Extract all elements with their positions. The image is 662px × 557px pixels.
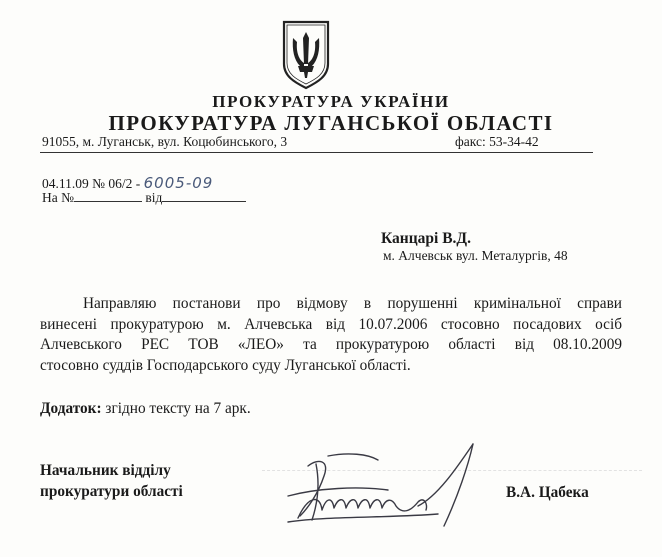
ref-number-blank [74,190,142,202]
ref-date-blank [162,190,246,202]
handwritten-reg-number: 6005-09 [143,174,214,192]
addressee-address: м. Алчевськ вул. Металургів, 48 [383,248,568,263]
letter-body [40,294,622,376]
org-line-2: ПРОКУРАТУРА ЛУГАНСЬКОЇ ОБЛАСТІ [108,111,554,135]
incoming-reference [42,190,246,206]
annex-text: згідно тексту на 7 арк. [101,400,251,417]
annex-label: Додаток: [40,400,102,417]
body-line: винесені прокуратурою м. Алчевська від 10.07.2006 стосовно посадових осіб [40,315,622,333]
body-line: Алчевського РЕС ТОВ «ЛЕО» та прокуратурою області від 08.10.2009 [40,336,622,353]
body-line: Направляю постанови про відмову в порушенні кримінальної справи [83,295,622,312]
outgoing-date-number: 04.11.09 № 06/2 - [42,176,144,191]
org-address: 91055, м. Луганськ, вул. Коцюбинського, 3 [42,134,288,149]
handwritten-signature-icon [268,436,498,536]
ref-prefix: На № [42,190,74,205]
signer-position [40,460,260,502]
signer-position-line-2: прокуратури області [40,483,183,500]
addressee-name: Канцарі В.Д. [381,230,471,247]
annex-line [40,400,251,418]
signer-position-line-1: Начальник відділу [40,462,171,479]
org-fax: факс: 53-34-42 [455,134,539,149]
ref-from: від [145,190,163,205]
trident-emblem-icon [278,20,334,90]
body-line: стосовно суддів Господарського суду Луганської області. [40,356,411,374]
signer-name: В.А. Цабека [506,484,589,501]
header-divider [40,152,593,153]
org-line-1: ПРОКУРАТУРА УКРАЇНИ [212,92,450,111]
